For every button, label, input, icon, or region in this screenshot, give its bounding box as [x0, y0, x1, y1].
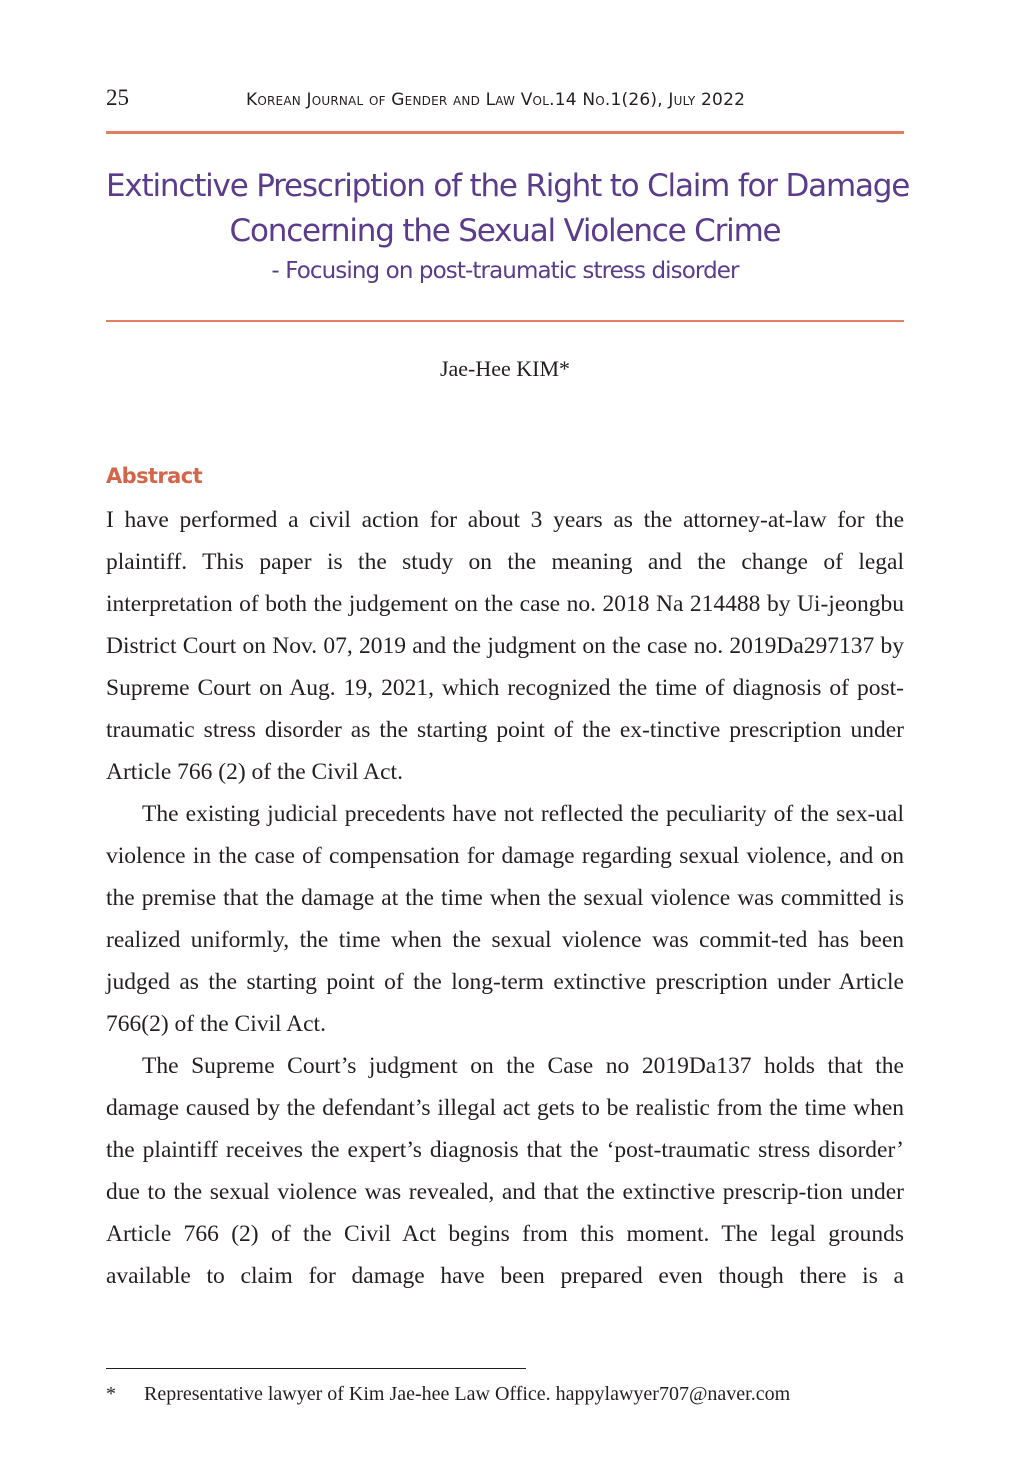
paper-title-line-2: Concerning the Sexual Violence Crime: [229, 213, 781, 249]
page-number: 25: [106, 85, 129, 110]
footnote-mark: *: [106, 1383, 116, 1405]
footnote-rule: [106, 1368, 526, 1369]
footnote-text: Representative lawyer of Kim Jae-hee Law Office. happylawyer707@naver.com: [144, 1383, 791, 1405]
header-rule: [106, 131, 904, 134]
abstract-paragraph-1: I have performed a civil action for about 3 years as the attorney-at-law for the plaintiff. This paper is the study on the meaning and the change of legal interpretation of both the judgement on the case no. 2018 Na 214488 by Ui-jeongbu District Court on Nov. 07, 2019 and the judgment on the case no. 2019Da297137 by Supreme Court on Aug. 19, 2021, which recognized the time of diagnosis of post-traumatic stress disorder as the starting point of the ex-tinctive prescription under Article 766 (2) of the Civil Act.: [106, 507, 904, 785]
paper-subtitle: - Focusing on post-traumatic stress disorder: [271, 258, 739, 284]
abstract-body: [106, 499, 904, 1297]
abstract-paragraph-3: The Supreme Court’s judgment on the Case no 2019Da137 holds that the damage caused by the defendant’s illegal act gets to be realistic from the time when the plaintiff receives the expert’s diagnosis that the ‘post-traumatic stress disorder’ due to the sexual violence was revealed, and that the extinctive prescrip-tion under Article 766 (2) of the Civil Act begins from this moment. The legal grounds available to claim for damage have been prepared even though there is a: [106, 1053, 904, 1289]
running-header: Korean Journal of Gender and Law Vol.14 No.1(26), July 2022: [246, 90, 746, 110]
author-name: Jae-Hee KIM*: [439, 356, 571, 381]
paper-title-line-1: Extinctive Prescription of the Right to Claim for Damage: [106, 168, 910, 204]
footnote: [106, 1380, 904, 1408]
abstract-heading: Abstract: [106, 464, 203, 488]
title-block: [106, 164, 910, 288]
abstract-paragraph-2: The existing judicial precedents have not reflected the peculiarity of the sex-ual violence in the case of compensation for damage regarding sexual violence, and on the premise that the damage at the time when the sexual violence was committed is realized uniformly, the time when the sexual violence was commit-ted has been judged as the starting point of the long-term extinctive prescription under Article 766(2) of the Civil Act.: [106, 801, 904, 1037]
title-rule: [106, 320, 904, 322]
